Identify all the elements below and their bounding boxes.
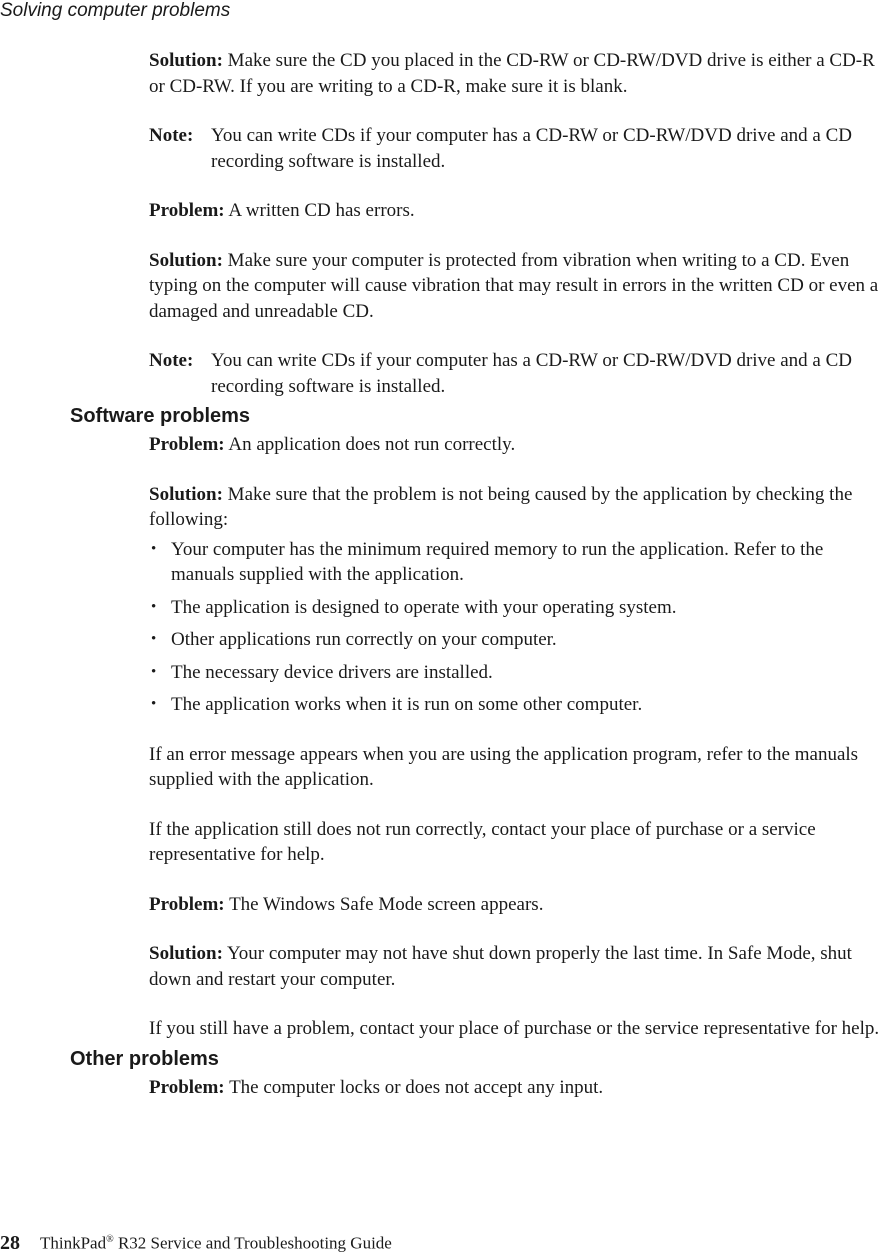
list-item: • The application works when it is run on some other computer. [149, 692, 886, 718]
note-block [149, 348, 886, 399]
paragraph-text: Your computer may not have shut down properly the last time. In Safe Mode, shut down and restart your computer. [149, 943, 852, 990]
paragraph-text: A written CD has errors. [228, 200, 415, 221]
page-number: 28 [0, 1232, 20, 1254]
paragraph-text: If you still have a problem, contact your place of purchase or the service representative for help. [149, 1018, 880, 1039]
section-heading: Other problems [70, 1047, 219, 1070]
paragraph-text: The computer locks or does not accept any input. [229, 1076, 604, 1098]
solution-paragraph [149, 48, 886, 99]
paragraph-label: Problem: [149, 893, 225, 915]
footer-title [40, 1229, 392, 1255]
paragraph [149, 1016, 886, 1042]
registered-mark: ® [106, 1234, 114, 1246]
guide-title: R32 Service and Troubleshooting Guide [117, 1234, 392, 1253]
solution-paragraph [149, 482, 886, 533]
note-block [149, 123, 886, 174]
solution-paragraph [149, 248, 886, 325]
problem-paragraph [149, 198, 886, 224]
problem-paragraph [149, 432, 886, 458]
page-footer [0, 1229, 392, 1255]
paragraph-label: Problem: [149, 200, 225, 221]
bullet-list [149, 537, 886, 718]
paragraph-text: If the application still does not run correctly, contact your place of purchase or a service representative for help. [149, 818, 816, 865]
list-item: • The application is designed to operate with your operating system. [149, 595, 886, 621]
note-label: Note: [149, 125, 194, 146]
paragraph-label: Solution: [149, 943, 223, 964]
note-text: You can write CDs if your computer has a CD-RW or CD-RW/DVD drive and a CD recording software is installed. [211, 125, 852, 172]
note-text: You can write CDs if your computer has a CD-RW or CD-RW/DVD drive and a CD recording software is installed. [211, 350, 852, 397]
problem-paragraph [149, 1075, 886, 1101]
paragraph-label: Problem: [149, 1076, 225, 1098]
paragraph-label: Problem: [149, 434, 225, 455]
brand-name: ThinkPad [40, 1234, 107, 1253]
paragraph-label: Solution: [149, 50, 223, 71]
solution-paragraph [149, 941, 886, 992]
paragraph-label: Solution: [149, 249, 223, 271]
paragraph [149, 742, 886, 793]
list-item: • Your computer has the minimum required memory to run the application. Refer to the manuals supplied with the application. [149, 537, 886, 588]
list-item: • Other applications run correctly on your computer. [149, 627, 886, 653]
paragraph-text: Make sure that the problem is not being caused by the application by checking the following: [149, 483, 853, 530]
problem-paragraph [149, 892, 886, 918]
paragraph-label: Solution: [149, 483, 223, 505]
paragraph-text: Make sure the CD you placed in the CD-RW or CD-RW/DVD drive is either a CD-R or CD-RW. If you are writing to a CD-R, make sure it is blank. [149, 50, 875, 97]
list-item: • The necessary device drivers are installed. [149, 660, 886, 686]
page-content [70, 48, 886, 1124]
section-heading: Software problems [70, 405, 251, 427]
paragraph [149, 817, 886, 868]
paragraph-text: The Windows Safe Mode screen appears. [229, 893, 544, 915]
paragraph-text: An application does not run correctly. [228, 434, 516, 455]
running-head: Solving computer problems [0, 0, 231, 21]
paragraph-text: Make sure your computer is protected from vibration when writing to a CD. Even typing on the computer will cause vibration that may result in errors in the written CD or even a damaged and unreadable CD. [149, 249, 879, 322]
paragraph-text: If an error message appears when you are using the application program, refer to the manuals supplied with the application. [149, 743, 859, 790]
note-label: Note: [149, 350, 194, 371]
